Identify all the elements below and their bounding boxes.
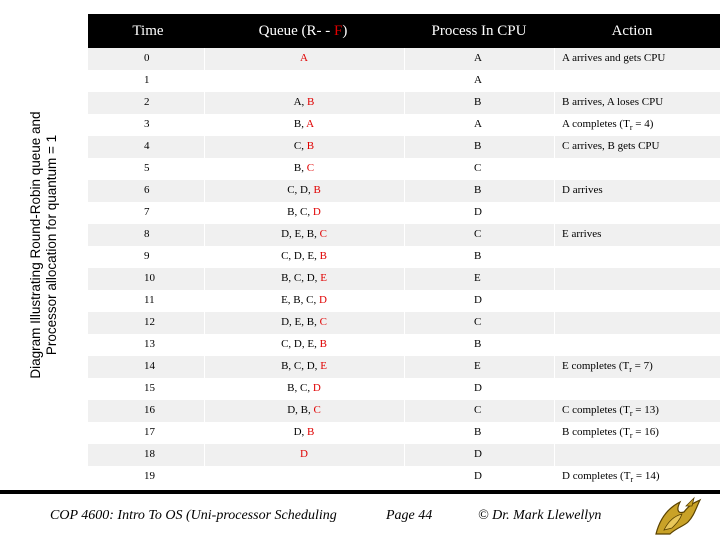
footer xyxy=(0,490,720,540)
queue-segment: D xyxy=(300,448,308,460)
cell-queue xyxy=(204,246,404,266)
cell-cpu: B xyxy=(474,184,482,196)
cell-cpu: A xyxy=(474,74,482,86)
cell-time: 2 xyxy=(144,96,150,108)
cell-time: 0 xyxy=(144,52,150,64)
queue-segment: B, C, xyxy=(287,206,313,218)
queue-segment: , xyxy=(301,96,308,108)
cell-action: D arrives xyxy=(562,184,603,196)
queue-segment: E, B, C, xyxy=(281,294,319,306)
cell-cpu: C xyxy=(474,162,482,174)
cell-queue xyxy=(204,400,404,420)
cell-cpu: D xyxy=(474,206,482,218)
queue-segment: D, E, B, xyxy=(281,316,320,328)
queue-segment: C xyxy=(313,404,321,416)
cell-time: 3 xyxy=(144,118,150,130)
action-text-end: = 16) xyxy=(632,426,659,438)
side-title-text xyxy=(28,15,60,475)
cell-queue xyxy=(204,180,404,200)
queue-segment: E xyxy=(320,360,327,372)
queue-segment: B, C, xyxy=(287,382,313,394)
cell-time: 8 xyxy=(144,228,150,240)
cell-cpu: E xyxy=(474,272,481,284)
table-body xyxy=(88,48,720,488)
action-text-end: = 7) xyxy=(631,360,653,372)
cell-cpu: B xyxy=(474,140,482,152)
cell-queue xyxy=(204,136,404,156)
queue-segment: E xyxy=(320,272,327,284)
cell-action xyxy=(562,400,659,420)
cell-time: 6 xyxy=(144,184,150,196)
header-queue xyxy=(208,14,398,48)
cell-queue xyxy=(204,422,404,442)
cell-time: 4 xyxy=(144,140,150,152)
cell-cpu: B xyxy=(474,338,482,350)
action-text-end: = 4) xyxy=(632,118,654,130)
action-subscript: r xyxy=(629,409,633,419)
cell-time: 9 xyxy=(144,250,150,262)
cell-cpu: D xyxy=(474,294,482,306)
cell-action xyxy=(562,422,659,442)
action-text: E completes (T xyxy=(562,360,630,372)
header-queue-prefix: Queue (R- - xyxy=(258,23,335,39)
queue-segment: C xyxy=(319,228,327,240)
cell-time: 7 xyxy=(144,206,150,218)
cell-time: 17 xyxy=(144,426,155,438)
cell-queue xyxy=(204,158,404,178)
action-subscript: r xyxy=(629,365,632,375)
queue-segment: D xyxy=(318,294,327,306)
ucf-pegasus-logo-icon xyxy=(650,494,702,540)
action-subscript: r xyxy=(630,475,634,485)
cell-queue xyxy=(204,268,404,288)
cell-time: 11 xyxy=(144,294,155,306)
cell-queue xyxy=(204,92,404,112)
cell-action: E arrives xyxy=(562,228,602,240)
queue-segment: A xyxy=(306,118,315,130)
header-cpu: Process In CPU xyxy=(431,23,527,39)
footer-page: Page 44 xyxy=(386,508,433,523)
cell-queue xyxy=(204,312,404,332)
queue-segment: B xyxy=(293,162,302,174)
cell-queue xyxy=(204,466,404,486)
cell-time: 12 xyxy=(144,316,155,328)
cell-queue xyxy=(204,356,404,376)
cell-time: 16 xyxy=(144,404,155,416)
cell-cpu: C xyxy=(474,404,482,416)
queue-segment: C xyxy=(306,162,315,174)
queue-segment: C xyxy=(319,316,327,328)
cell-queue xyxy=(204,48,404,68)
queue-segment: , xyxy=(301,140,307,152)
queue-segment: C, D, E, xyxy=(281,338,320,350)
queue-segment: D, B, xyxy=(287,404,314,416)
header-queue-f: F xyxy=(334,23,343,39)
cell-cpu: A xyxy=(474,118,482,130)
cell-cpu: B xyxy=(474,96,482,108)
action-text: D completes (T xyxy=(562,470,631,482)
queue-segment: B xyxy=(307,426,315,438)
cell-cpu: C xyxy=(474,228,482,240)
column-divider xyxy=(204,48,205,488)
action-text-end: = 14) xyxy=(633,470,660,482)
cell-queue xyxy=(204,290,404,310)
queue-segment: B xyxy=(319,250,327,262)
queue-segment: B xyxy=(313,184,321,196)
action-text-end: = 13) xyxy=(632,404,659,416)
cell-cpu: E xyxy=(474,360,481,372)
queue-segment: C, D, xyxy=(287,184,314,196)
side-title xyxy=(0,0,88,490)
queue-segment: B xyxy=(307,96,315,108)
header-action: Action xyxy=(611,23,653,39)
cell-time: 1 xyxy=(144,74,150,86)
column-divider xyxy=(554,48,555,488)
cell-action xyxy=(562,466,659,486)
cell-time: 13 xyxy=(144,338,155,350)
cell-cpu: B xyxy=(474,426,482,438)
action-text: C completes (T xyxy=(562,404,630,416)
cell-cpu: D xyxy=(474,448,482,460)
cell-queue xyxy=(204,70,404,90)
queue-segment: B, C, D, xyxy=(281,272,321,284)
footer-course: COP 4600: Intro To OS (Uni-processor Scheduling xyxy=(50,508,337,523)
queue-segment: B xyxy=(293,118,302,130)
footer-panel xyxy=(0,494,720,540)
action-text: A completes (T xyxy=(562,118,630,130)
queue-segment: D xyxy=(312,382,321,394)
column-divider xyxy=(404,48,405,488)
cell-action: C arrives, B gets CPU xyxy=(562,140,660,152)
cell-cpu: C xyxy=(474,316,482,328)
header-queue-suffix: ) xyxy=(342,23,348,39)
queue-segment: B xyxy=(319,338,327,350)
cell-cpu: D xyxy=(474,382,482,394)
cell-queue xyxy=(204,444,404,464)
cell-queue xyxy=(204,334,404,354)
footer-author: © Dr. Mark Llewellyn xyxy=(478,508,602,523)
cell-cpu: B xyxy=(474,250,482,262)
cell-action xyxy=(562,356,653,376)
cell-action: B arrives, A loses CPU xyxy=(562,96,664,108)
cell-time: 15 xyxy=(144,382,155,394)
cell-action xyxy=(562,114,653,134)
cell-time: 14 xyxy=(144,360,155,372)
cell-action: A arrives and gets CPU xyxy=(562,52,666,64)
cell-time: 5 xyxy=(144,162,150,174)
cell-time: 18 xyxy=(144,448,155,460)
cell-cpu: D xyxy=(474,470,482,482)
cell-time: 19 xyxy=(144,470,155,482)
action-subscript: r xyxy=(629,123,633,133)
header-time: Time xyxy=(132,23,164,39)
queue-segment: C xyxy=(293,140,302,152)
cell-time: 10 xyxy=(144,272,155,284)
queue-segment: A xyxy=(300,52,308,64)
queue-segment: , xyxy=(301,118,307,130)
table-header xyxy=(88,14,720,48)
side-title-line1: Diagram Illustrating Round-Robin queue and xyxy=(28,111,43,379)
action-subscript: r xyxy=(629,431,633,441)
cell-cpu: A xyxy=(474,52,482,64)
queue-segment: , xyxy=(301,162,307,174)
queue-segment: B, C, D, xyxy=(281,360,321,372)
cell-queue xyxy=(204,202,404,222)
queue-segment: B xyxy=(306,140,315,152)
cell-queue xyxy=(204,114,404,134)
queue-segment: A xyxy=(293,96,302,108)
cell-queue xyxy=(204,224,404,244)
action-text: B completes (T xyxy=(562,426,630,438)
side-title-line2: Processor allocation for quantum = 1 xyxy=(44,134,59,356)
queue-segment: D xyxy=(312,206,321,218)
queue-segment: D, xyxy=(293,426,308,438)
queue-segment: C, D, E, xyxy=(281,250,320,262)
queue-segment: D, E, B, xyxy=(281,228,320,240)
cell-queue xyxy=(204,378,404,398)
